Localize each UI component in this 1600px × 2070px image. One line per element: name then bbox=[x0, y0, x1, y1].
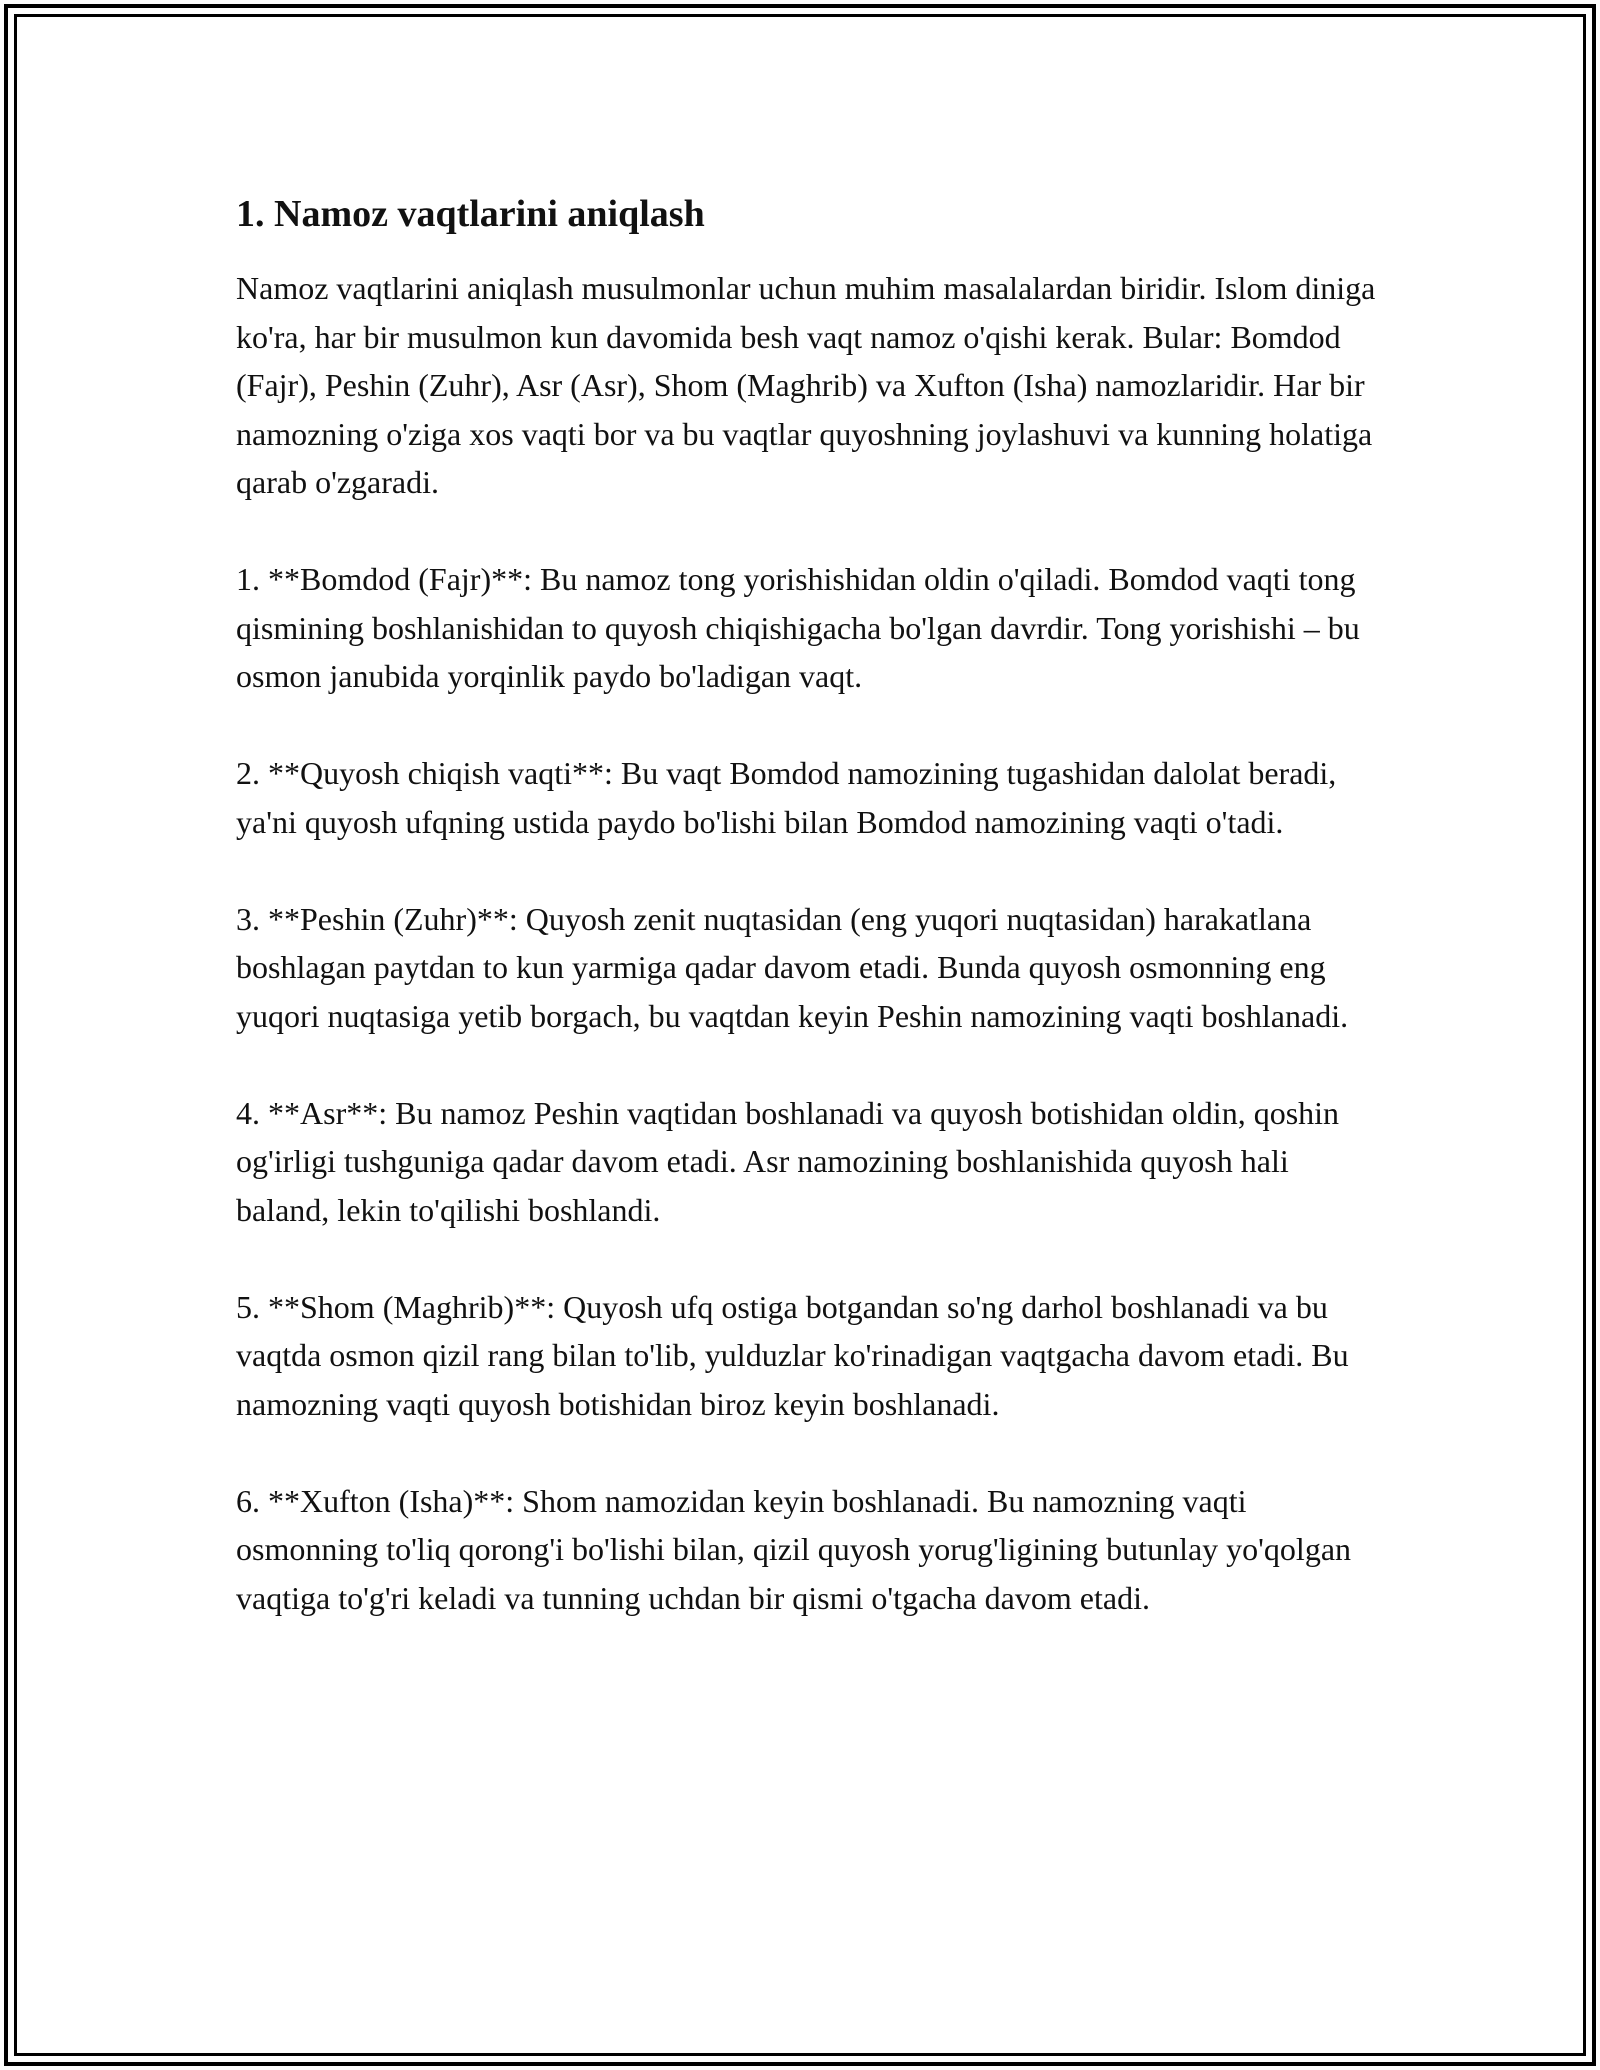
list-item-sunrise: 2. **Quyosh chiqish vaqti**: Bu vaqt Bomdod namozining tugashidan dalolat beradi, ya'ni quyosh ufqning ustida paydo bo'lishi bilan Bomdod namozining vaqti o'tadi. bbox=[236, 755, 1337, 840]
list-item-shom: 5. **Shom (Maghrib)**: Quyosh ufq ostiga botgandan so'ng darhol boshlanadi va bu vaqtda osmon qizil rang bilan to'lib, yulduzlar ko'rinadigan vaqtgacha davom etadi. Bu namozning vaqti quyosh botishidan biroz keyin boshlanadi. bbox=[236, 1288, 1349, 1422]
section-heading: 1. Namoz vaqtlarini aniqlash bbox=[236, 193, 705, 235]
list-item-asr: 4. **Asr**: Bu namoz Peshin vaqtidan boshlanadi va quyosh botishidan oldin, qoshin og'irligi tushguniga qadar davom etadi. Asr namozining boshlanishida quyosh hali baland, lekin to'qilishi boshlandi. bbox=[236, 1094, 1340, 1228]
list-item-bomdod: 1. **Bomdod (Fajr)**: Bu namoz tong yorishishidan oldin o'qiladi. Bomdod vaqti tong qismining boshlanishidan to quyosh chiqishigacha bo'lgan davrdir. Tong yorishishi – bu osmon janubida yorqinlik paydo bo'ladigan vaqt. bbox=[236, 561, 1360, 694]
intro-paragraph: Namoz vaqtlarini aniqlash musulmonlar uchun muhim masalalardan biridir. Islom diniga ko'ra, har bir musulmon kun davomida besh vaqt namoz o'qishi kerak. Bular: Bomdod (Fajr), Peshin (Zuhr), Asr (Asr), Shom (Maghrib) va Xufton (Isha) namozlaridir. Har bir namozning o'ziga xos vaqti bor va bu vaqtlar quyoshning joylashuvi va kunning holatiga qarab o'zgaradi. bbox=[236, 270, 1376, 500]
list-item-peshin: 3. **Peshin (Zuhr)**: Quyosh zenit nuqtasidan (eng yuqori nuqtasidan) harakatlana boshlagan paytdan to kun yarmiga qadar davom etadi. Bunda quyosh osmonning eng yuqori nuqtasiga yetib borgach, bu vaqtdan keyin Peshin namozining vaqti boshlanadi. bbox=[236, 900, 1349, 1034]
document-body bbox=[236, 186, 1376, 1622]
list-item-xufton: 6. **Xufton (Isha)**: Shom namozidan keyin boshlanadi. Bu namozning vaqti osmonning to'liq qorong'i bo'lishi bilan, qizil quyosh yorug'ligining butunlay yo'qolgan vaqtiga to'g'ri keladi va tunning uchdan bir qismi o'tgacha davom etadi. bbox=[236, 1482, 1352, 1616]
